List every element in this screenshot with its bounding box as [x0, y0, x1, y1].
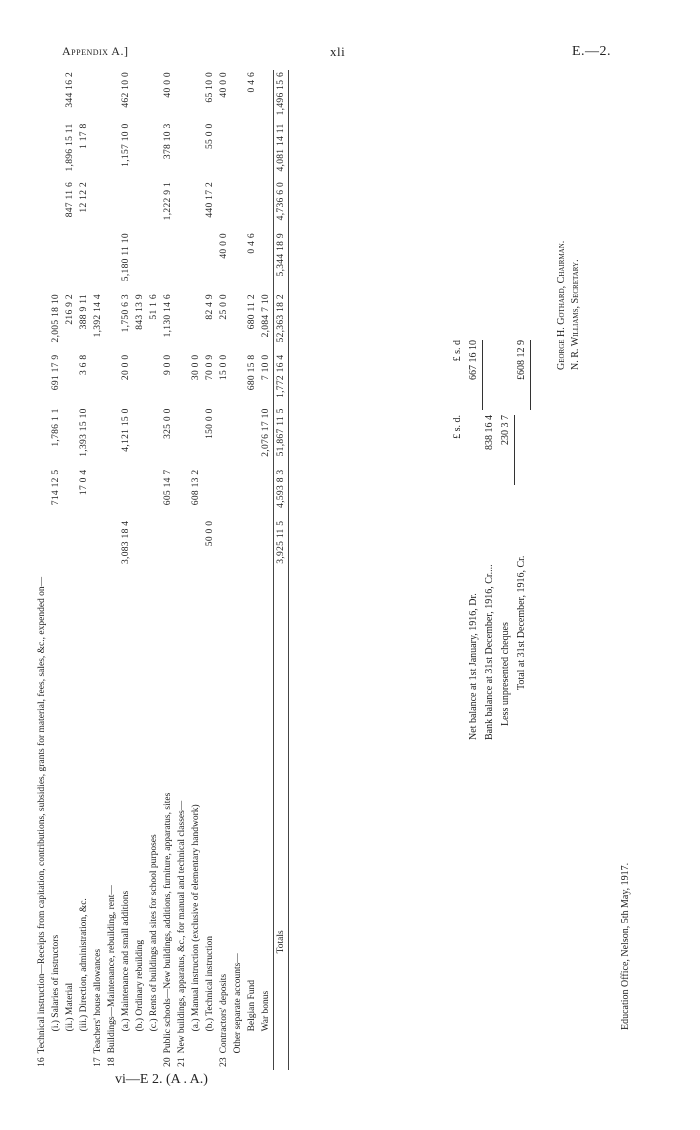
amount-cell-i [175, 70, 189, 121]
amount-cell-a [175, 519, 189, 575]
item-number: 18 [107, 1057, 117, 1067]
amount-cell-b: 605 14 7 [163, 469, 173, 506]
amount-cell-f [105, 231, 119, 292]
amount-cell-h [245, 121, 259, 180]
bank-balance-value: 838 16 4 [484, 415, 495, 450]
amount-cell-g: 1,222 9 1 [163, 181, 173, 221]
item-number: 20 [163, 1057, 173, 1067]
item-label: (a.) Maintenance and small additions [121, 890, 131, 1032]
amount-cell-e: 216 9 2 [65, 294, 75, 325]
amount-cell-i [133, 70, 147, 121]
amount-cell-f [203, 231, 217, 292]
amount-cell-g: 12 12 2 [79, 181, 89, 213]
amount-cell-f: 0 4 6 [247, 233, 257, 254]
table-row [77, 70, 91, 1070]
amount-cell-g [91, 180, 105, 231]
amount-cell-h: 55 0 0 [205, 123, 215, 149]
amount-cell-a: 50 0 0 [205, 520, 215, 547]
item-description [231, 575, 245, 1056]
totals-label-cell [274, 575, 289, 1056]
amount-cell-e: 388 9 11 [79, 294, 89, 330]
amount-cell-f [35, 231, 49, 292]
lsd-header-1: £ s. d. [452, 415, 463, 439]
item-description [49, 575, 63, 1056]
amount-cell-c [35, 406, 49, 467]
unpresented-cheques-label: Less unpresented cheques [500, 622, 511, 726]
total-cell-g: 4,736 6 0 [274, 180, 289, 231]
office-date: Education Office, Nelson, 5th May, 1917. [620, 862, 631, 1030]
amount-cell-b [217, 468, 231, 519]
amount-cell-e: 82 4 9 [205, 294, 215, 320]
amount-cell-e [231, 292, 245, 353]
amount-cell-a [63, 519, 77, 575]
total-cell-h: 4,081 14 11 [274, 121, 289, 180]
table-row [175, 70, 189, 1070]
document-code: E.—2. [572, 44, 612, 59]
amount-cell-h: 1 17 8 [79, 123, 89, 149]
amount-cell-a [133, 519, 147, 575]
item-label: (b.) Technical instruction [205, 935, 215, 1032]
item-description [35, 575, 49, 1056]
amount-cell-b [203, 468, 217, 519]
amount-cell-d: 691 17 9 [51, 354, 61, 391]
amount-cell-f [161, 231, 175, 292]
item-label: Contractors' deposits [219, 973, 229, 1054]
amount-cell-d [105, 353, 119, 407]
amount-cell-g [105, 180, 119, 231]
amount-cell-b: 608 13 2 [191, 469, 201, 506]
amount-cell-b [245, 468, 259, 519]
amount-cell-g [259, 180, 274, 231]
amount-cell-g [147, 180, 161, 231]
amount-cell-e: 2,005 18 10 [51, 294, 61, 343]
amount-cell-c [147, 406, 161, 467]
total-cell-e: 52,363 18 2 [274, 292, 289, 353]
amount-cell-c [63, 406, 77, 467]
amount-cell-f [63, 231, 77, 292]
amount-cell-d: 3 6 8 [79, 354, 89, 376]
amount-cell-g [175, 180, 189, 231]
amount-cell-c [189, 406, 203, 467]
amount-cell-h [175, 121, 189, 180]
amount-cell-b [231, 468, 245, 519]
amount-cell-h: 378 10 3 [163, 123, 173, 160]
amount-cell-g [245, 180, 259, 231]
table-row [161, 70, 175, 1070]
item-description [217, 575, 231, 1056]
table-row [259, 70, 274, 1070]
item-label: Technical instruction—Receipts from capitation, contributions, subsidies, grants for material, fees, sales, &c., expended on— [37, 576, 47, 1054]
amount-cell-c: 1,786 1 1 [51, 408, 61, 447]
amount-cell-f [91, 231, 105, 292]
item-description [105, 575, 119, 1056]
amount-cell-h [133, 121, 147, 180]
amount-cell-i [49, 70, 63, 121]
item-description [203, 575, 217, 1056]
amount-cell-g [217, 180, 231, 231]
amount-cell-c [245, 406, 259, 467]
amount-cell-i [259, 70, 274, 121]
amount-cell-f [259, 231, 274, 292]
item-label: Public schools—New buildings, additions, furniture, apparatus, sites [163, 792, 173, 1054]
amount-cell-c [231, 406, 245, 467]
amount-cell-e: 1,392 14 4 [93, 294, 103, 338]
table-row [217, 70, 231, 1070]
expenditure-table [35, 70, 289, 1070]
amount-cell-a [77, 519, 91, 575]
item-number [189, 1055, 203, 1070]
amount-cell-g [35, 180, 49, 231]
amount-cell-d: 15 0 0 [219, 354, 229, 381]
amount-cell-a [147, 519, 161, 575]
amount-cell-g [49, 180, 63, 231]
item-label: War bonus [261, 990, 271, 1032]
amount-cell-g: 440 17 2 [205, 181, 215, 218]
amount-cell-f [175, 231, 189, 292]
total-cell-d: 1,772 16 4 [274, 353, 289, 407]
table-row [91, 70, 105, 1070]
item-number: 21 [177, 1057, 187, 1067]
table-row [147, 70, 161, 1070]
item-label: Teachers' house allowances [93, 948, 103, 1054]
table-row [35, 70, 49, 1070]
net-balance-label: Net balance at 1st January, 1916, Dr. [468, 593, 479, 740]
amount-cell-a [49, 519, 63, 575]
amount-cell-g [119, 180, 133, 231]
item-number [119, 1055, 133, 1070]
totals-row [274, 70, 289, 1070]
table-row [63, 70, 77, 1070]
table-row [189, 70, 203, 1070]
amount-cell-i [105, 70, 119, 121]
amount-cell-d: 20 0 0 [121, 354, 131, 381]
amount-cell-e: 1,750 6 3 [121, 294, 131, 333]
amount-cell-h: 1,896 15 11 [65, 123, 75, 172]
totals-spacer [274, 1055, 289, 1070]
amount-cell-h [217, 121, 231, 180]
item-description [77, 575, 91, 1056]
amount-cell-f [49, 231, 63, 292]
amount-cell-c: 325 0 0 [163, 408, 173, 439]
item-description [259, 575, 274, 1056]
item-label: New buildings, apparatus, &c., for manual and technical classes— [177, 800, 187, 1054]
amount-cell-b [119, 468, 133, 519]
amount-cell-b: 17 0 4 [79, 469, 89, 496]
amount-cell-a [189, 519, 203, 575]
table-row [133, 70, 147, 1070]
item-number [63, 1055, 77, 1070]
net-balance-value: 667 16 10 [466, 340, 483, 410]
table-row [105, 70, 119, 1070]
amount-cell-i [35, 70, 49, 121]
total-label: Total at 31st December, 1916, Cr. [516, 555, 527, 690]
item-label: (ii.) Material [65, 982, 75, 1032]
amount-cell-a [231, 519, 245, 575]
amount-cell-a [35, 519, 49, 575]
total-cell-f: 5,344 18 9 [274, 231, 289, 292]
amount-cell-e [175, 292, 189, 353]
amount-cell-i [231, 70, 245, 121]
amount-cell-c: 4,121 15 0 [121, 408, 131, 452]
amount-cell-c [133, 406, 147, 467]
amount-cell-i: 65 10 0 [205, 72, 215, 103]
amount-cell-d [35, 353, 49, 407]
total-cell-a: 3,925 11 5 [274, 519, 289, 575]
amount-cell-h [105, 121, 119, 180]
page-number: xli [330, 44, 346, 59]
amount-cell-h [49, 121, 63, 180]
amount-cell-g: 847 11 6 [65, 181, 75, 218]
amount-cell-c [91, 406, 105, 467]
item-number [133, 1055, 147, 1070]
amount-cell-h [259, 121, 274, 180]
amount-cell-d: 30 0 0 [191, 354, 201, 381]
rotated-balance-sheet [35, 70, 695, 1070]
amount-cell-i: 0 4 6 [247, 72, 257, 93]
item-description [189, 575, 203, 1056]
amount-cell-b [175, 468, 189, 519]
item-label: Buildings—Maintenance, rebuilding, rent— [107, 885, 117, 1054]
item-label: (a.) Manual instruction (exclusive of elementary handwork) [191, 804, 201, 1032]
amount-cell-h [147, 121, 161, 180]
amount-cell-f [77, 231, 91, 292]
amount-cell-e [189, 292, 203, 353]
table-row [231, 70, 245, 1070]
item-number [245, 1055, 259, 1070]
amount-cell-b [147, 468, 161, 519]
amount-cell-d [133, 353, 147, 407]
amount-cell-d: 680 15 8 [247, 354, 257, 391]
item-label: (c.) Rents of buildings and sites for school purposes [149, 834, 159, 1032]
amount-cell-i: 40 0 0 [163, 72, 173, 98]
amount-cell-e [105, 292, 119, 353]
amount-cell-g [189, 180, 203, 231]
amount-cell-d: 9 0 0 [163, 354, 173, 376]
amount-cell-h [91, 121, 105, 180]
amount-cell-e: 2,084 7 10 [261, 294, 271, 338]
amount-cell-i [77, 70, 91, 121]
table-row [245, 70, 259, 1070]
amount-cell-f [147, 231, 161, 292]
amount-cell-a [105, 519, 119, 575]
amount-cell-b: 714 12 5 [51, 469, 61, 506]
amount-cell-e: 680 11 2 [247, 294, 257, 330]
amount-cell-e: 1,130 14 6 [163, 294, 173, 338]
amount-cell-e [35, 292, 49, 353]
amount-cell-d [231, 353, 245, 407]
amount-cell-c [105, 406, 119, 467]
item-number [203, 1055, 217, 1070]
amount-cell-f: 5,180 11 10 [121, 233, 131, 282]
item-number [259, 1055, 274, 1070]
amount-cell-e: 843 13 9 [135, 294, 145, 330]
amount-cell-b [133, 468, 147, 519]
item-number: 16 [37, 1057, 47, 1067]
balance-summary [450, 300, 530, 740]
amount-cell-b [259, 468, 274, 519]
appendix-header: Appendix A.] [62, 44, 129, 58]
amount-cell-d [175, 353, 189, 407]
amount-cell-i [147, 70, 161, 121]
bank-balance-label: Bank balance at 31st December, 1916, Cr.... [484, 564, 495, 740]
total-cell-c: 51,867 11 5 [274, 406, 289, 467]
secretary-signature: N. R. Williams, Secretary. [570, 259, 581, 370]
total-value: £608 12 9 [514, 340, 531, 410]
amount-cell-a [259, 519, 274, 575]
amount-cell-e: 51 1 6 [149, 294, 159, 320]
chairman-signature: George H. Gothard, Chairman. [556, 240, 567, 370]
amount-cell-i: 462 10 0 [121, 72, 131, 108]
item-label: (iii.) Direction, administration, &c. [79, 898, 89, 1032]
amount-cell-d: 70 0 9 [205, 354, 215, 381]
amount-cell-f [189, 231, 203, 292]
amount-cell-c: 1,393 15 10 [79, 408, 89, 457]
amount-cell-b [105, 468, 119, 519]
amount-cell-i [189, 70, 203, 121]
item-number: 17 [93, 1057, 103, 1067]
item-number [231, 1055, 245, 1070]
lsd-header-2: £ s. d [452, 340, 463, 362]
sheet-reference: vi—E 2. (A . A.) [115, 1072, 208, 1087]
item-label: (i.) Salaries of instructors [51, 934, 61, 1032]
item-description [119, 575, 133, 1056]
amount-cell-g [231, 180, 245, 231]
amount-cell-g [133, 180, 147, 231]
item-description [147, 575, 161, 1056]
item-description [175, 575, 189, 1056]
total-cell-i: 1,496 15 6 [274, 70, 289, 121]
amount-cell-h [35, 121, 49, 180]
signatures [555, 241, 583, 370]
amount-cell-b [91, 468, 105, 519]
item-description [161, 575, 175, 1056]
amount-cell-i: 344 16 2 [65, 72, 75, 108]
amount-cell-b [35, 468, 49, 519]
table-row [49, 70, 63, 1070]
amount-cell-a [217, 519, 231, 575]
item-label: Belgian Fund [247, 979, 257, 1032]
amount-cell-a [91, 519, 105, 575]
totals-label: Totals [276, 930, 286, 954]
amount-cell-f [133, 231, 147, 292]
amount-cell-b [63, 468, 77, 519]
item-number: 23 [219, 1057, 229, 1067]
item-description [63, 575, 77, 1056]
amount-cell-a: 3,083 18 4 [121, 520, 131, 565]
amount-cell-i: 40 0 0 [219, 72, 229, 98]
amount-cell-a [245, 519, 259, 575]
amount-cell-d [63, 353, 77, 407]
table-row [203, 70, 217, 1070]
table-row [119, 70, 133, 1070]
item-description [245, 575, 259, 1056]
item-number [77, 1055, 91, 1070]
item-number [147, 1055, 161, 1070]
unpresented-cheques-value: 230 3 7 [498, 415, 515, 485]
amount-cell-c: 150 0 0 [205, 408, 215, 439]
amount-cell-h [231, 121, 245, 180]
item-label: Other separate accounts— [233, 953, 243, 1054]
amount-cell-d [91, 353, 105, 407]
amount-cell-h [189, 121, 203, 180]
total-cell-b: 4,593 8 3 [274, 468, 289, 519]
amount-cell-c: 2,076 17 10 [261, 408, 271, 457]
amount-cell-e: 25 0 0 [219, 294, 229, 320]
amount-cell-d: 7 10 0 [261, 354, 271, 381]
item-number [49, 1055, 63, 1070]
item-description [91, 575, 105, 1056]
amount-cell-c [175, 406, 189, 467]
item-label: (b.) Ordinary rebuilding [135, 939, 145, 1032]
amount-cell-f [231, 231, 245, 292]
amount-cell-a [161, 519, 175, 575]
amount-cell-f: 40 0 0 [219, 233, 229, 259]
item-description [133, 575, 147, 1056]
amount-cell-c [217, 406, 231, 467]
amount-cell-d [147, 353, 161, 407]
amount-cell-i [91, 70, 105, 121]
amount-cell-h: 1,157 10 0 [121, 123, 131, 167]
